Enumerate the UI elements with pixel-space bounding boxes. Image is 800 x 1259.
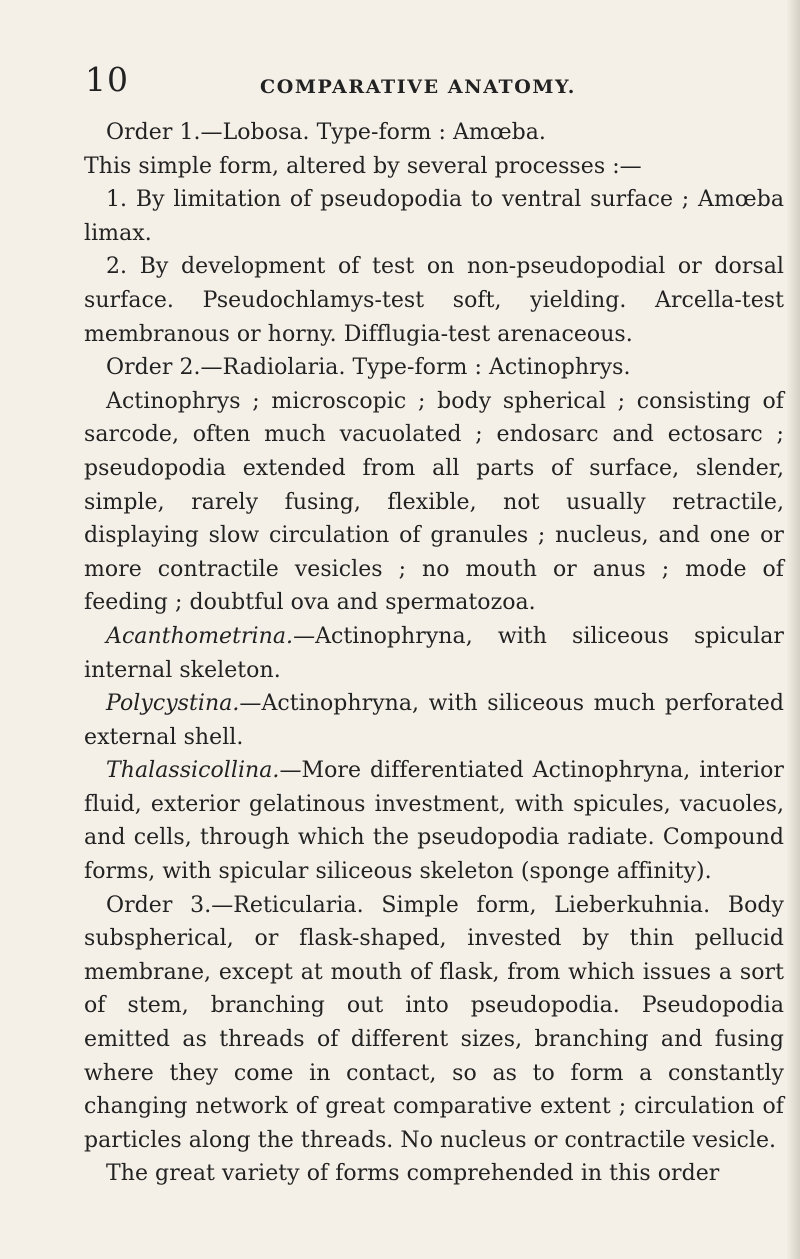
- paragraph-development-of-test: 2. By development of test on non-pseudopodial or dorsal surface. Pseudochlamys-test soft, yielding. Arcella-test membranous or horny. Difflugia-test arenaceous.: [84, 254, 784, 347]
- page-header: [85, 60, 785, 100]
- page-edge-shadow: [786, 0, 800, 1259]
- paragraph-polycystina: Polycystina.—Actinophryna, with siliceous much perforated external shell.: [84, 691, 784, 750]
- page-number: 10: [85, 60, 129, 99]
- body-text: [84, 116, 784, 1191]
- order-2-heading: Order 2.—Radiolaria. Type-form : Actinophrys.: [106, 355, 631, 381]
- paragraph-reticularia: Order 3.—Reticularia. Simple form, Lieberkuhnia. Body subspherical, or flask-shaped, invested by thin pellucid membrane, except at mouth of flask, from which issues a sort of stem, branching out into pseudopodia. Pseudopodia emitted as threads of different sizes, branching and fusing where they come in contact, so as to form a constantly changing network of great comparative extent ; circulation of particles along the threads. No nucleus or contractile vesicle.: [84, 892, 784, 1153]
- paragraph-thalassicollina: Thalassicollina.—More differentiated Actinophryna, interior fluid, exterior gelatinous investment, with spicules, vacuoles, and cells, through which the pseudopodia radiate. Compound forms, with spicular siliceous skeleton (sponge affinity).: [84, 758, 784, 885]
- paragraph-simple-form: This simple form, altered by several processes :—: [84, 153, 642, 179]
- acanthometrina-title: Acanthometrina.: [106, 623, 294, 649]
- paragraph-great-variety: The great variety of forms comprehended in this order: [106, 1161, 720, 1187]
- paragraph-actinophrys: Actinophrys ; microscopic ; body spherical ; consisting of sarcode, often much vacuolated ; endosarc and ectosarc ; pseudopodia extended from all parts of surface, slender, simple, rarely fusing, flexible, not usually retractile, displaying slow circulation of granules ; nucleus, and one or more contractile vesicles ; no mouth or anus ; mode of feeding ; doubtful ova and spermatozoa.: [84, 388, 784, 616]
- thalassicollina-title: Thalassicollina.: [106, 758, 280, 784]
- order-1-heading: Order 1.—Lobosa. Type-form : Amœba.: [106, 120, 546, 145]
- running-head: COMPARATIVE ANATOMY.: [260, 76, 576, 98]
- polycystina-title: Polycystina.: [106, 691, 240, 717]
- paragraph-acanthometrina: Acanthometrina.—Actinophryna, with siliceous spicular internal skeleton.: [84, 623, 784, 683]
- paragraph-limitation: 1. By limitation of pseudopodia to ventral surface ; Amœba limax.: [84, 187, 784, 246]
